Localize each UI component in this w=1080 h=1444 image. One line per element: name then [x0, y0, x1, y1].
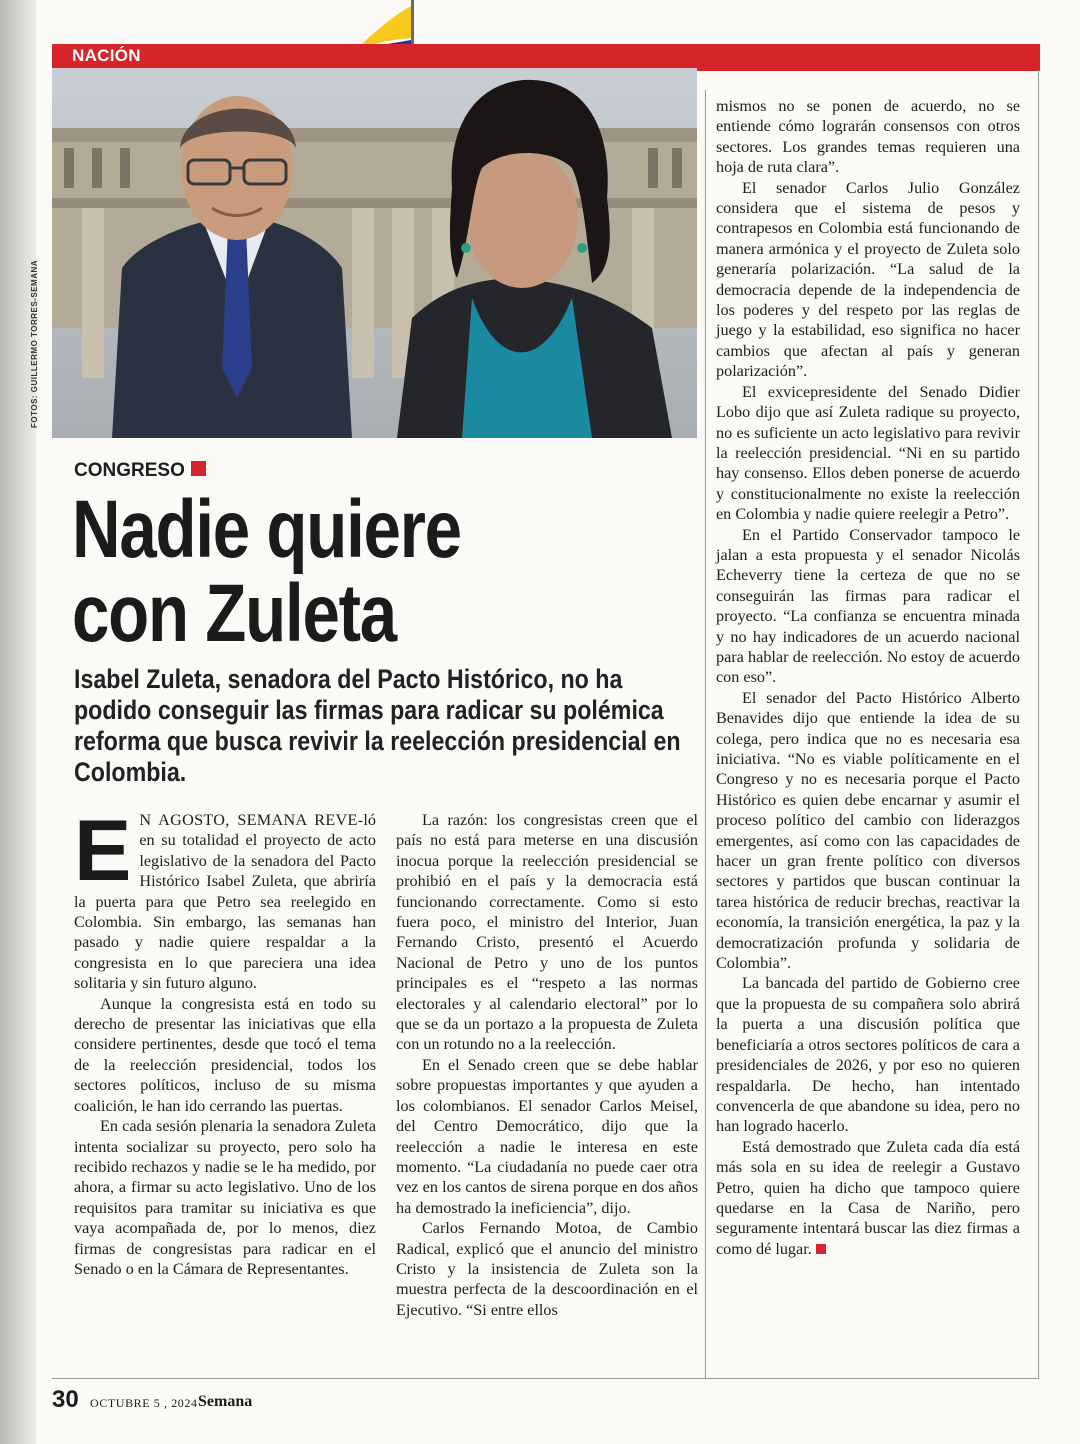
- page-frame-rule: [1038, 70, 1039, 1378]
- paragraph: En el Senado creen que se debe hablar sobre propuestas importantes y que ayuden a los colombianos. El senador Carlos Meisel, del Centro Democrático, dijo que la reelección a nadie le interesa en este momento. “La ciudadanía no puede caer otra vez en los cantos de sirena porque en dos años ha demostrado la ineficiencia”, dijo.: [396, 1055, 698, 1217]
- lead-photo: [52, 68, 697, 438]
- paragraph: mismos no se ponen de acuerdo, no se entiende cómo lograrán consensos con otros sectores. Los grandes temas requieren una hoja de ruta clara”.: [716, 97, 1020, 177]
- end-mark-icon: [816, 1244, 826, 1254]
- paragraph: Aunque la congresista está en todo su derecho de presentar las iniciativas que ella considere pertinentes, desde que tocó el tema de la reelección presidencial, todos los sectores políticos, incluso de su misma coalición, le han ido cerrando las puertas.: [74, 994, 376, 1115]
- paragraph: La razón: los congresistas creen que el país no está para meterse en una discusión inocua porque la reelección presidencial se prohibió en el país y la democracia está funcionando correctamente. Como si esto fuera poco, el ministro del Interior, Juan Fernando Cristo, presentó el Acuerdo Nacional de Petro y uno de los puntos principales es el “respeto a las normas electorales y al calendario electoral” por lo que se da un portazo a la propuesta de Zuleta con un rotundo no a la reelección.: [396, 811, 698, 1054]
- headline-line-1: Nadie quiere: [72, 484, 461, 575]
- paragraph: Carlos Fernando Motoa, de Cambio Radical, explicó que el anuncio del ministro Cristo y la insistencia de Zuleta son la muestra perfecta de la descoordinación en el Ejecutivo. “Si entre ellos: [396, 1219, 698, 1319]
- headline: [72, 484, 580, 659]
- headline-line-2: con Zuleta: [72, 568, 396, 659]
- column-rule: [705, 90, 706, 1378]
- section-label: NACIÓN: [72, 46, 141, 65]
- magazine-name: Semana: [198, 1393, 253, 1410]
- photo-credit: FOTOS: GUILLERMO TORRES-SEMANA: [30, 259, 39, 428]
- paragraph: En cada sesión plenaria la senadora Zuleta intenta socializar su proyecto, pero solo ha recibido rechazos y nadie se le ha medido, por ahora, a firmar su acto legislativo. Uno de los requisitos para tramitar su iniciativa es que vaya acompañada de, por lo menos, diez firmas de congresistas para radicar en el Senado o en la Cámara de Representantes.: [74, 1117, 376, 1278]
- paragraph: El senador del Pacto Histórico Alberto Benavides dijo que entiende la idea de su colega, pero indica que no es necesaria esa iniciativa. “No es viable políticamente en el Congreso y no es necesaria porque el Pacto Histórico es quien debe encarnar y asumir el proceso político del cambio con liderazgos emergentes, así como con las capacidades de hacer un gran frente político con diversos sectores y partidos que buscan continuar la tarea histórica de reducir brechas, reactivar la economía, la transición energética, la paz y la democratización profunda y solidaria de Colombia”.: [716, 688, 1020, 973]
- red-square-icon: [191, 461, 206, 476]
- paragraph-text: ló en su totalidad el proyecto de acto legislativo de la senadora del Pacto Histórico Isabel Zuleta, que abriría la puerta para que Petro sea reelegido en Colombia. Sin embargo, las semanas han pasado y nadie quiere respaldar a la congresista en lo que pareciera una idea solitaria y sin futuro alguno.: [74, 811, 376, 993]
- page-number: 30: [52, 1386, 79, 1413]
- issue-date: OCTUBRE 5 , 2024: [90, 1396, 198, 1410]
- kicker: [74, 460, 206, 482]
- body-column-2: [396, 810, 698, 1320]
- paragraph: La bancada del partido de Gobierno cree que la propuesta de su compañera solo abrirá la puerta a una discusión política que beneficiaría a otros sectores políticos de cara a presidenciales de 2026, y por eso no quieren respaldarla. De hecho, han intentado convencerla de que abandone su idea, pero no han logrado hacerlo.: [716, 974, 1020, 1136]
- kicker-text: CONGRESO: [74, 460, 185, 481]
- lead-in: N AGOSTO, SEMANA REVE-: [139, 811, 364, 829]
- paragraph-text: Está demostrado que Zuleta cada día está más sola en su idea de reelegir a Gustavo Petro, quien ha dicho que tampoco quiere quedarse en la Casa de Nariño, pero seguramente intentará buscar las diez firmas a como dé lugar.: [716, 1137, 1020, 1258]
- photo-illustration: [52, 68, 697, 438]
- bottom-rule: [52, 1378, 1039, 1379]
- body-column-3: [716, 96, 1020, 1259]
- section-band: [52, 44, 1040, 71]
- paragraph: En el Partido Conservador tampoco le jalan a esta propuesta y el senador Nicolás Echeverry tiene la certeza de que no se conseguirán las firmas para radicar el proyecto. “La confianza se encuentra minada y no hay indicadores de un acuerdo nacional para hablar de reelección. No estoy de acuerdo con eso”.: [716, 525, 1020, 687]
- body-column-1: [74, 803, 376, 1279]
- page-gutter-shadow: [0, 0, 36, 1444]
- paragraph: El exvicepresidente del Senado Didier Lobo dijo que así Zuleta radique su proyecto, no es suficiente un acto legislativo para revivir la reelección presidencial. “Ni en su partido hay consenso. Ellos deben ponerse de acuerdo y constitucionalmente no existe la reelección en Colombia y nadie quiere reelegir a Petro”.: [716, 382, 1020, 524]
- paragraph: El senador Carlos Julio González considera que el sistema de pesos y contrapesos en Colombia está funcionando de manera armónica y el proyecto de Zuleta solo generaría polarización. “La salud de la democracia depende de la independencia de los poderes y del respeto por las reglas de juego y la estabilidad, eso significa no hacer cambios que afectan al país y generan polarización”.: [716, 178, 1020, 381]
- deck: Isabel Zuleta, senadora del Pacto Histórico, no ha podido conseguir las firmas para radicar su polémica reforma que busca revivir la reelección presidencial en Colombia.: [74, 664, 681, 787]
- paragraph: [716, 1137, 1020, 1259]
- drop-cap: E: [74, 803, 132, 899]
- paragraph: [74, 803, 376, 994]
